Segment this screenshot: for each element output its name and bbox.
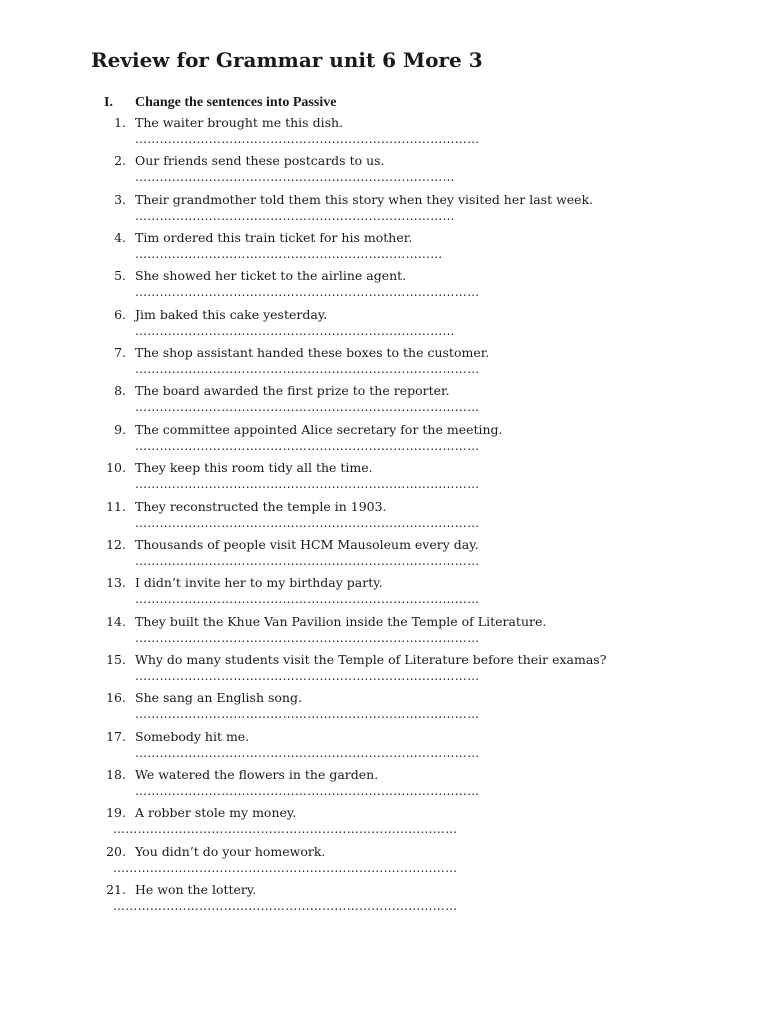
item-number: 13. [106, 575, 126, 591]
answer-line[interactable]: …………………………………………………………………… [135, 170, 455, 185]
item-number: 10. [106, 460, 126, 476]
answer-line[interactable]: ………………………………………………………………………… [135, 285, 480, 300]
answer-line[interactable]: …………………………………………………………………… [135, 208, 455, 223]
list-item [0, 115, 768, 153]
item-sentence: Somebody hit me. [135, 728, 250, 744]
answer-line[interactable]: ………………………………………………………………………… [135, 477, 480, 492]
item-number: 2. [114, 153, 126, 169]
list-item [0, 882, 768, 920]
item-sentence: Why do many students visit the Temple of Literature before their examas? [135, 651, 607, 667]
answer-line[interactable]: ………………………………………………………………………… [135, 400, 480, 415]
list-item [0, 499, 768, 537]
item-number: 9. [114, 421, 126, 437]
list-item [0, 537, 768, 575]
answer-line[interactable]: ………………………………………………………………………… [135, 553, 480, 568]
answer-line[interactable]: ………………………………………………………………………… [135, 668, 480, 683]
answer-line[interactable]: ………………………………………………………………………… [135, 707, 480, 722]
list-item [0, 729, 768, 767]
item-sentence: We watered the flowers in the garden. [135, 766, 379, 782]
item-sentence: A robber stole my money. [135, 805, 297, 821]
item-sentence: The waiter brought me this dish. [135, 115, 344, 130]
item-number: 21. [106, 882, 126, 897]
answer-line[interactable]: ………………………………………………………………………… [135, 745, 480, 760]
item-number: 20. [106, 843, 126, 859]
answer-line[interactable]: ………………………………………………………………………… [135, 362, 480, 377]
answer-line[interactable]: …………………………………………………………………… [135, 323, 455, 338]
item-number: 17. [106, 728, 126, 744]
list-item [0, 767, 768, 805]
item-number: 12. [106, 536, 126, 552]
answer-line[interactable]: ………………………………………………………………………… [135, 592, 480, 607]
item-sentence: They built the Khue Van Pavilion inside the Temple of Literature. [135, 613, 547, 629]
item-number: 15. [106, 651, 126, 667]
answer-line[interactable]: ………………………………………………………………………… [135, 515, 480, 530]
item-number: 4. [114, 230, 126, 246]
item-sentence: He won the lottery. [135, 882, 257, 897]
answer-line[interactable]: ………………………………………………………………………… [135, 132, 480, 146]
item-number: 7. [114, 345, 126, 361]
list-item [0, 383, 768, 421]
section-number: I. [104, 95, 113, 110]
list-item [0, 460, 768, 498]
item-sentence: The shop assistant handed these boxes to the customer. [135, 345, 490, 361]
item-sentence: Tim ordered this train ticket for his mother. [135, 230, 413, 246]
item-number: 6. [114, 306, 126, 322]
item-sentence: Our friends send these postcards to us. [135, 153, 385, 169]
item-number: 8. [114, 383, 126, 399]
answer-line[interactable]: ………………………………………………………………………… [113, 860, 458, 875]
item-sentence: I didn’t invite her to my birthday party. [135, 575, 383, 591]
list-item [0, 614, 768, 652]
item-sentence: Thousands of people visit HCM Mausoleum every day. [135, 536, 479, 552]
item-number: 14. [106, 613, 126, 629]
item-number: 11. [106, 498, 126, 514]
item-number: 18. [106, 766, 126, 782]
list-item [0, 422, 768, 460]
answer-line[interactable]: ………………………………………………………………………… [135, 438, 480, 453]
list-item [0, 690, 768, 728]
list-item [0, 575, 768, 613]
item-sentence: The board awarded the first prize to the reporter. [135, 383, 450, 399]
list-item [0, 345, 768, 383]
item-number: 19. [106, 805, 126, 821]
item-number: 3. [114, 191, 126, 207]
item-number: 16. [106, 690, 126, 706]
page-title: Review for Grammar unit 6 More 3 [91, 48, 483, 72]
item-number: 1. [114, 115, 126, 130]
list-item [0, 230, 768, 268]
answer-line[interactable]: ………………………………………………………………… [135, 247, 443, 262]
item-sentence: You didn’t do your homework. [135, 843, 326, 859]
answer-line[interactable]: ………………………………………………………………………… [113, 822, 458, 837]
section-instruction: Change the sentences into Passive [135, 95, 337, 110]
answer-line[interactable]: ………………………………………………………………………… [135, 783, 480, 798]
item-sentence: The committee appointed Alice secretary for the meeting. [135, 421, 503, 437]
item-sentence: They reconstructed the temple in 1903. [135, 498, 387, 514]
list-item [0, 153, 768, 191]
item-sentence: Their grandmother told them this story when they visited her last week. [135, 191, 594, 207]
item-sentence: She sang an English song. [135, 690, 302, 706]
answer-line[interactable]: ………………………………………………………………………… [135, 630, 480, 645]
list-item [0, 652, 768, 690]
item-sentence: They keep this room tidy all the time. [135, 460, 373, 476]
list-item [0, 192, 768, 230]
list-item [0, 307, 768, 345]
answer-line[interactable]: ………………………………………………………………………… [113, 899, 458, 913]
item-number: 5. [114, 268, 126, 284]
item-sentence: She showed her ticket to the airline agent. [135, 268, 407, 284]
list-item [0, 268, 768, 306]
list-item [0, 844, 768, 882]
list-item [0, 805, 768, 843]
item-sentence: Jim baked this cake yesterday. [135, 306, 328, 322]
